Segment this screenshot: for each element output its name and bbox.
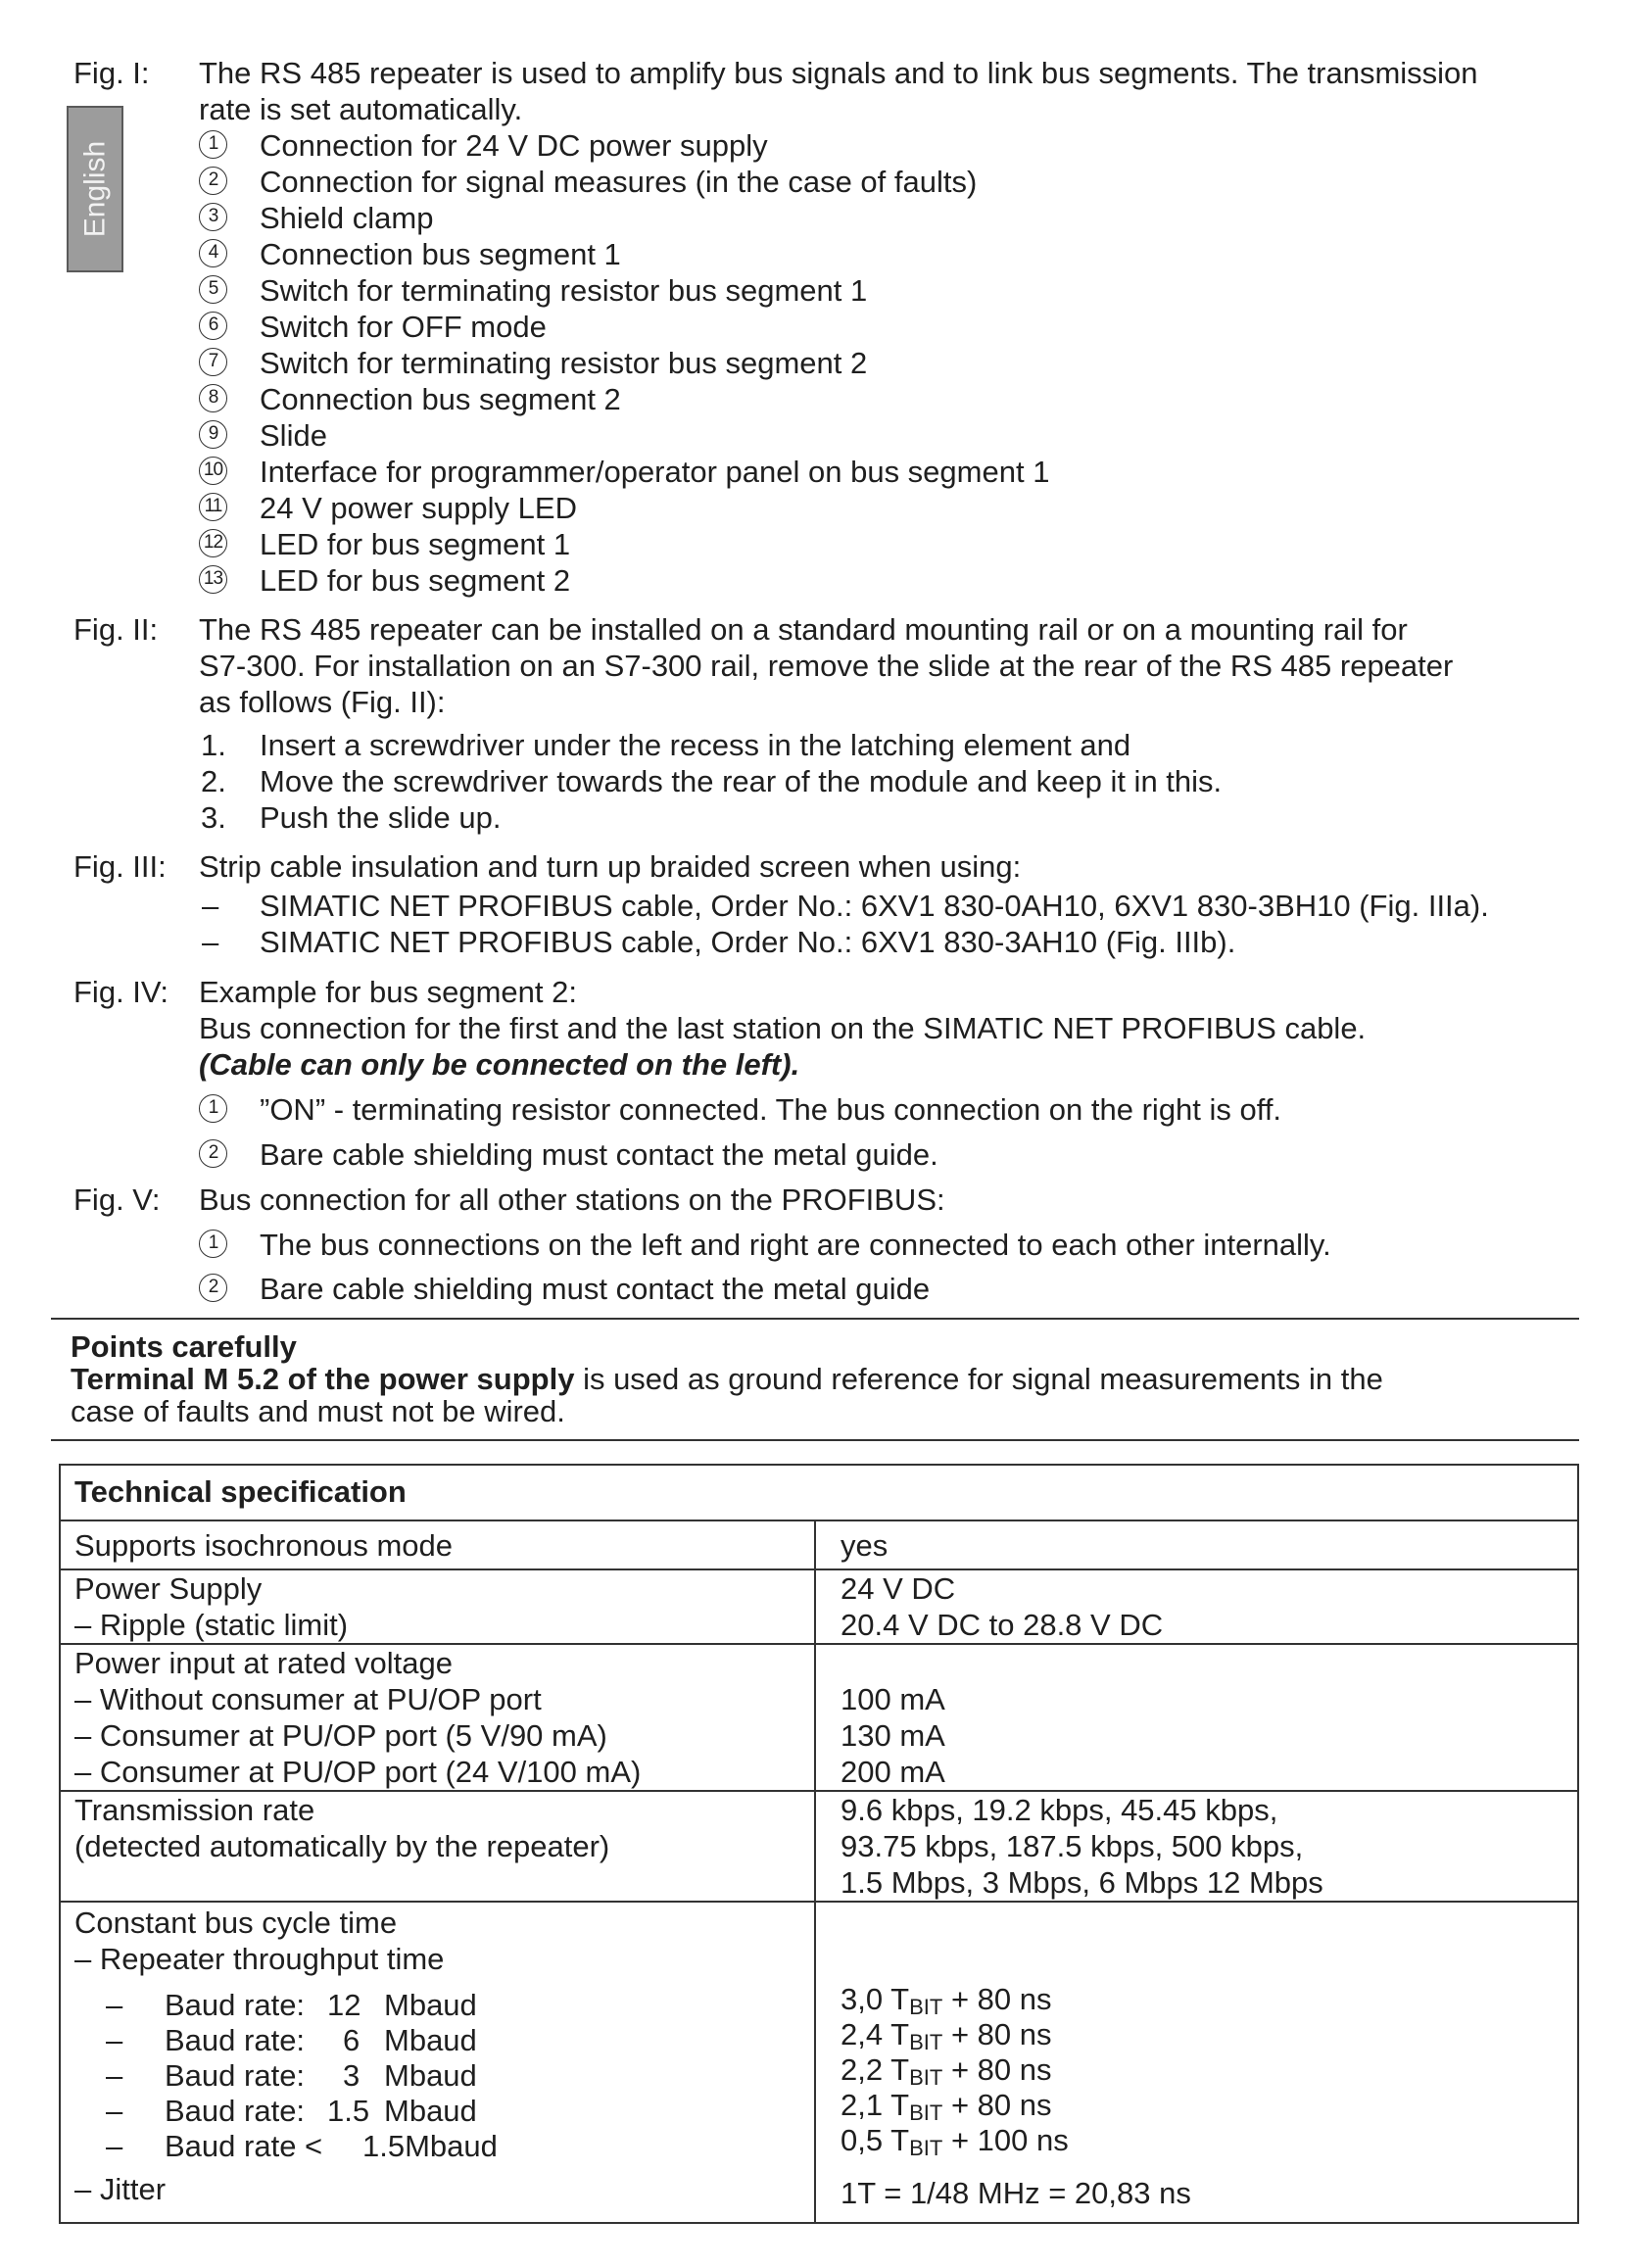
list-item: Switch for terminating resistor bus segment 1 xyxy=(260,273,868,308)
baud-rate: 12 xyxy=(327,1988,361,2022)
table-row xyxy=(61,1568,1577,1643)
fig4-text xyxy=(199,974,1590,1083)
dash-bullet: – xyxy=(106,2094,123,2128)
list-item: Interface for programmer/operator panel on bus segment 1 xyxy=(260,455,1050,489)
item-number-badge: 9 xyxy=(199,420,227,449)
language-tab-label: English xyxy=(78,140,112,238)
list-item: Connection for signal measures (in the case of faults) xyxy=(260,165,978,199)
baud-rate: 6 xyxy=(343,2023,360,2057)
table-row xyxy=(61,1520,1577,1568)
table-row xyxy=(61,1901,1577,2224)
throughput-value: 2,1 $T_{BIT} + 80$ ns xyxy=(841,2088,1052,2125)
throughput-value: 2,2 $T_{BIT} + 80$ ns xyxy=(841,2052,1052,2090)
item-number-badge: 7 xyxy=(199,348,227,376)
note-text: is used as ground reference for signal measurements in the xyxy=(574,1362,1383,1396)
item-number-badge: 11 xyxy=(199,493,227,521)
item-number-badge: 10 xyxy=(199,457,227,485)
list-item: 24 V power supply LED xyxy=(260,491,577,525)
dash-bullet: – xyxy=(106,2129,123,2163)
item-number-badge: 4 xyxy=(199,239,227,267)
fig1-intro-line: The RS 485 repeater is used to amplify bus signals and to link bus segments. The transmission xyxy=(199,56,1478,90)
item-number-badge: 1 xyxy=(199,130,227,159)
list-item: Insert a screwdriver under the recess in the latching element and xyxy=(260,728,1131,762)
throughput-value: 0,5 $T_{BIT} + 100$ ns xyxy=(841,2123,1069,2160)
item-number-badge: 8 xyxy=(199,384,227,412)
tech-spec-table xyxy=(59,1464,1579,2224)
language-tab xyxy=(67,106,123,272)
baud-label: Baud rate < xyxy=(165,2129,323,2163)
spec-label: Constant bus cycle time – Repeater throughput time xyxy=(74,1906,445,1976)
item-number-badge: 1 xyxy=(199,1094,227,1123)
table-row xyxy=(61,1643,1577,1790)
step-number: 3. xyxy=(201,800,226,835)
fig3-label: Fig. III: xyxy=(73,849,167,884)
list-item: LED for bus segment 1 xyxy=(260,527,571,561)
fig3-intro-line: Strip cable insulation and turn up braided screen when using: xyxy=(199,849,1022,884)
list-item: Connection for 24 V DC power supply xyxy=(260,128,768,163)
spec-value: 24 V DC 20.4 V DC to 28.8 V DC xyxy=(841,1571,1164,1642)
dash-bullet: – xyxy=(106,2058,123,2093)
item-number-badge: 2 xyxy=(199,1139,227,1168)
list-item: Switch for OFF mode xyxy=(260,310,547,344)
note-line: case of faults and must not be wired. xyxy=(71,1394,565,1428)
fig2-intro-line: S7-300. For installation on an S7-300 rail, remove the slide at the rear of the RS 485 repeater xyxy=(199,649,1454,683)
item-number-badge: 2 xyxy=(199,1274,227,1302)
jitter-label: – Jitter xyxy=(74,2172,167,2206)
fig2-label: Fig. II: xyxy=(73,612,159,647)
fig2-intro-line: as follows (Fig. II): xyxy=(199,685,446,719)
baud-label: Baud rate: xyxy=(165,2023,306,2057)
baud-label: Baud rate: xyxy=(165,2058,306,2093)
fig1-intro-line: rate is set automatically. xyxy=(199,92,523,126)
table-row xyxy=(61,1790,1577,1901)
step-number: 2. xyxy=(201,764,226,798)
spec-label: Power input at rated voltage – Without consumer at PU/OP port – Consumer at PU/OP port (5 V/90 mA) – Consumer at PU/OP port (24 V/100 mA) xyxy=(74,1646,642,1789)
baud-rate: 1.5 xyxy=(327,2094,370,2128)
spec-value: yes xyxy=(841,1528,889,1563)
baud-unit: Mbaud xyxy=(384,2023,477,2057)
list-item: Bare cable shielding must contact the metal guide. xyxy=(260,1137,938,1172)
fig5-text xyxy=(199,1182,1590,1218)
baud-unit: Mbaud xyxy=(384,2094,477,2128)
item-number-badge: 5 xyxy=(199,275,227,304)
list-item: Push the slide up. xyxy=(260,800,502,835)
dash-bullet: – xyxy=(202,925,219,959)
divider xyxy=(51,1318,1579,1320)
baud-label: Baud rate: xyxy=(165,1988,306,2022)
item-number-badge: 12 xyxy=(199,529,227,557)
note-heading: Points carefully xyxy=(71,1329,297,1364)
dash-bullet: – xyxy=(202,889,219,923)
jitter-value: 1T = 1/48 MHz = 20,83 ns xyxy=(841,2176,1191,2210)
fig5-line: Bus connection for all other stations on the PROFIBUS: xyxy=(199,1182,945,1217)
list-item: The bus connections on the left and right are connected to each other internally. xyxy=(260,1228,1331,1262)
baud-unit: Mbaud xyxy=(384,1988,477,2022)
item-number-badge: 2 xyxy=(199,167,227,195)
item-number-badge: 13 xyxy=(199,565,227,594)
throughput-value: 2,4 $T_{BIT} + 80$ ns xyxy=(841,2017,1052,2054)
list-item: Switch for terminating resistor bus segment 2 xyxy=(260,346,868,380)
list-item: Bare cable shielding must contact the metal guide xyxy=(260,1272,931,1306)
fig4-line: Example for bus segment 2: xyxy=(199,975,577,1009)
baud-rate: 3 xyxy=(343,2058,360,2093)
spec-label: Supports isochronous mode xyxy=(74,1528,454,1563)
list-item: Move the screwdriver towards the rear of the module and keep it in this. xyxy=(260,764,1223,798)
list-item: ”ON” - terminating resistor connected. The bus connection on the right is off. xyxy=(260,1092,1282,1127)
list-item: Connection bus segment 2 xyxy=(260,382,621,416)
spec-value: 100 mA 130 mA 200 mA xyxy=(841,1682,945,1789)
note-bold-lead: Terminal M 5.2 of the power supply xyxy=(71,1362,575,1396)
fig4-line: Bus connection for the first and the last station on the SIMATIC NET PROFIBUS cable. xyxy=(199,1011,1367,1045)
item-number-badge: 6 xyxy=(199,312,227,340)
column-divider xyxy=(814,1520,816,2224)
baud-label: Baud rate: xyxy=(165,2094,306,2128)
dash-bullet: – xyxy=(106,1988,123,2022)
throughput-value: 3,0 $T_{BIT} + 80$ ns xyxy=(841,1982,1052,2019)
fig1-label: Fig. I: xyxy=(73,56,150,90)
spec-label: Power Supply – Ripple (static limit) xyxy=(74,1571,349,1642)
fig1-intro xyxy=(199,55,1590,127)
note-line xyxy=(71,1363,1579,1395)
list-item: SIMATIC NET PROFIBUS cable, Order No.: 6XV1 830-3AH10 (Fig. IIIb). xyxy=(260,925,1236,959)
spec-label: Transmission rate (detected automatically by the repeater) xyxy=(74,1793,610,1863)
fig2-intro xyxy=(199,611,1590,720)
item-number-badge: 3 xyxy=(199,203,227,231)
list-item: LED for bus segment 2 xyxy=(260,563,571,598)
dash-bullet: – xyxy=(106,2023,123,2057)
table-title: Technical specification xyxy=(74,1474,407,1509)
fig4-note: (Cable can only be connected on the left). xyxy=(199,1047,800,1082)
list-item: SIMATIC NET PROFIBUS cable, Order No.: 6XV1 830-0AH10, 6XV1 830-3BH10 (Fig. IIIa). xyxy=(260,889,1489,923)
list-item: Slide xyxy=(260,418,327,453)
fig3-intro xyxy=(199,848,1590,885)
fig5-label: Fig. V: xyxy=(73,1182,161,1217)
baud-unit: Mbaud xyxy=(384,2058,477,2093)
fig2-intro-line: The RS 485 repeater can be installed on a standard mounting rail or on a mounting rail for xyxy=(199,612,1408,647)
baud-rate: 1.5Mbaud xyxy=(362,2129,498,2163)
list-item: Connection bus segment 1 xyxy=(260,237,621,271)
fig4-label: Fig. IV: xyxy=(73,975,169,1009)
list-item: Shield clamp xyxy=(260,201,434,235)
divider xyxy=(51,1439,1579,1441)
points-carefully-note xyxy=(71,1330,1579,1427)
step-number: 1. xyxy=(201,728,226,762)
spec-value: 9.6 kbps, 19.2 kbps, 45.45 kbps, 93.75 kbps, 187.5 kbps, 500 kbps, 1.5 Mbps, 3 Mbps, 6 Mbps 12 Mbps xyxy=(841,1793,1323,1900)
item-number-badge: 1 xyxy=(199,1230,227,1258)
